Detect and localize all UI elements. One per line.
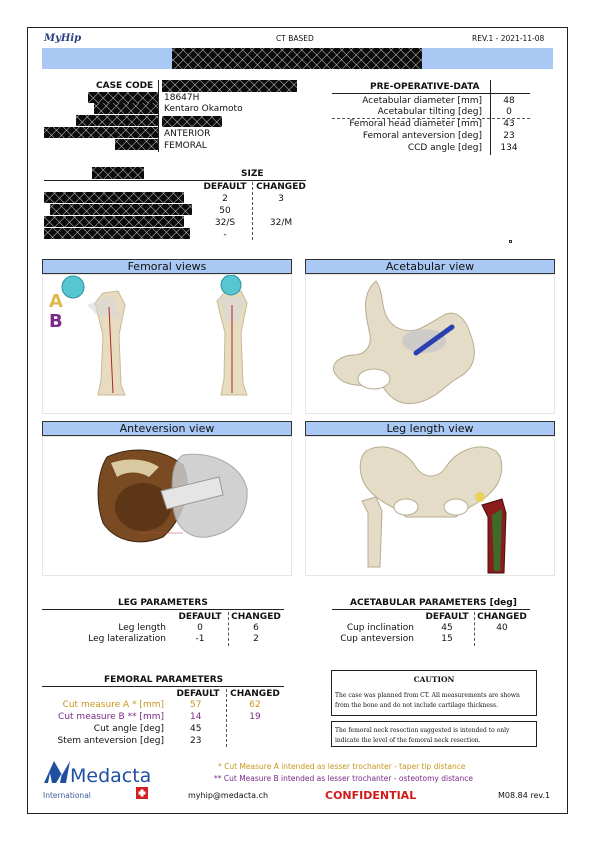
fem-changed-1: 19 [249,712,261,722]
caution-text-2: The femoral neck resection suggested is intended to only indicate the level of the femoral neck resection. [335,727,510,744]
leg-changed-label: CHANGED [231,612,281,622]
preop-value-3: 23 [503,131,515,141]
marker-a: A [49,291,63,312]
acet-label-0: Cup inclination [346,623,414,633]
preop-title-rule [332,93,530,94]
medacta-logo-sub: International [43,791,91,800]
anteversion-view-title: Anteversion view [42,421,292,436]
redacted-label-1 [88,92,158,103]
leg-label-0: Leg length [118,623,166,633]
revision-date: REV.1 - 2021-11-08 [472,34,545,43]
note-measure-a: * Cut Measure A intended as lesser trochanter - taper tip distance [218,762,466,771]
fem-label-3: Stem anteversion [deg] [57,736,164,746]
fem-label-0: Cut measure A * [mm] [62,700,164,710]
leg-default-0: 0 [197,623,203,633]
fem-default-2: 45 [190,724,202,734]
leg-params-rule [42,609,284,610]
size-default-2: 32/S [214,218,236,228]
caution-text-1: The case was planned from CT. All measurements are shown from the bone and do not include cartilage thickness. [335,692,520,709]
note-measure-b: ** Cut Measure B intended as lesser trochanter - osteotomy distance [214,774,473,783]
fem-default-0: 57 [190,700,202,710]
size-default-3: - [223,230,227,240]
confidential-label: CONFIDENTIAL [325,789,417,802]
size-default-1: 50 [219,206,231,216]
case-code-label: CASE CODE [96,81,154,91]
preop-title: PRE-OPERATIVE-DATA [370,82,480,92]
medacta-logo-svg [42,757,152,803]
leg-changed-1: 2 [253,634,259,644]
redacted-value-3 [162,116,222,127]
leg-params-title: LEG PARAMETERS [118,598,208,608]
preop-label-0: Acetabular diameter [mm] [362,96,482,106]
preop-label-1: Acetabular tilting [deg] [377,107,482,117]
anteversion-view-svg [43,437,292,576]
acet-changed-0: 40 [496,623,508,633]
small-marker [509,240,512,243]
leg-length-view-image [305,436,555,576]
case-value-type: FEMORAL [164,141,207,151]
size-title: SIZE [241,169,264,179]
fem-params-rule [42,686,284,687]
fem-default-label: DEFAULT [176,689,220,699]
acet-label-1: Cup anteversion [340,634,414,644]
fem-changed-label: CHANGED [230,689,280,699]
redacted-case-code [162,80,297,92]
redacted-label-3 [76,115,158,126]
marker-b: B [49,311,63,332]
redacted-size-row-2 [44,216,184,227]
redacted-size-row-0 [44,192,184,203]
acet-default-0: 45 [441,623,453,633]
acet-default-1: 15 [441,634,453,644]
redacted-size-heading [92,167,144,179]
size-changed-label: CHANGED [256,182,306,192]
redacted-label-4 [44,127,158,138]
acet-default-label: DEFAULT [425,612,469,622]
medacta-logo-text: Medacta [70,765,152,787]
redacted-label-2 [94,103,158,114]
redacted-size-row-3 [44,228,190,239]
preop-value-2: 43 [503,119,515,129]
preop-value-1: 0 [506,107,512,117]
acetabular-view-title: Acetabular view [305,259,555,274]
redacted-size-row-1 [50,204,192,215]
case-divider [158,80,159,152]
leg-label-1: Leg lateralization [88,634,166,644]
case-value-name: Kentaro Okamoto [164,104,243,114]
fem-label-1: Cut measure B ** [mm] [58,712,164,722]
document-code: M08.84 rev.1 [498,791,551,800]
footer-email[interactable]: myhip@medacta.ch [188,791,269,800]
leg-changed-0: 6 [253,623,259,633]
acetabular-view-svg [306,275,555,414]
preop-label-2: Femoral head diameter [mm] [349,119,482,129]
preop-value-4: 134 [500,143,518,153]
size-col-divider [252,182,253,240]
femoral-views-svg [43,275,292,414]
acet-changed-label: CHANGED [477,612,527,622]
myhip-logo-text: MyHip [44,33,82,44]
preop-label-3: Femoral anteversion [deg] [362,131,482,141]
caution-title: CAUTION [413,675,455,684]
size-changed-0: 3 [278,194,284,204]
redacted-label-5 [115,139,158,150]
acetabular-view-image [305,274,555,414]
leg-default-1: -1 [195,634,205,644]
preop-value-0: 48 [503,96,515,106]
fem-label-2: Cut angle [deg] [93,724,164,734]
fem-default-3: 23 [190,736,202,746]
myhip-logo [44,33,81,44]
size-default-label: DEFAULT [203,182,247,192]
fem-changed-0: 62 [249,700,261,710]
leg-default-label: DEFAULT [178,612,222,622]
femoral-views-title: Femoral views [42,259,292,274]
fem-params-title: FEMORAL PARAMETERS [104,675,224,685]
fem-default-1: 14 [190,712,202,722]
acet-params-title: ACETABULAR PARAMETERS [deg] [350,598,517,608]
caution-box-2 [331,721,537,747]
size-default-0: 2 [222,194,228,204]
size-title-rule [44,180,306,181]
preop-label-4: CCD angle [deg] [407,143,482,153]
acet-params-rule [332,609,530,610]
case-value-approach: ANTERIOR [164,129,211,139]
leg-length-view-svg [306,437,555,576]
femoral-views-image [42,274,292,414]
size-changed-2: 32/M [269,218,293,228]
plan-type: CT BASED [276,34,314,43]
anteversion-view-image [42,436,292,576]
medacta-logo [42,757,152,803]
leg-length-view-title: Leg length view [305,421,555,436]
redacted-title [172,48,422,69]
caution-box [331,670,537,716]
case-value-id: 18647H [164,93,200,103]
